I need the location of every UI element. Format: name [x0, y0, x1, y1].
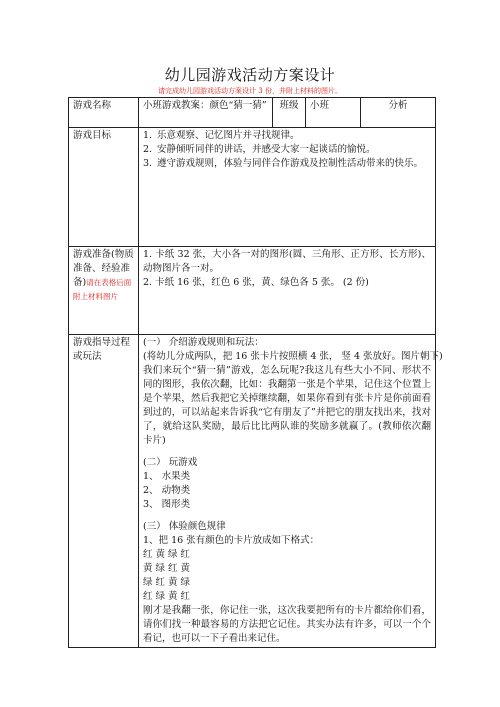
prep-label-note: 请在表格后面附上材料图片 — [73, 278, 132, 301]
grade-label: 班级 — [273, 98, 306, 128]
prep-item-1: 1. 卡纸 32 张，大小各一对的图形(圆、三角形、正方形、长方形)、动物图片各一对。 — [143, 249, 431, 274]
analysis-label: 分析 — [361, 98, 436, 128]
section-3-paragraph: 刚才是我翻一张，你记住一张，这次我要把所有的卡片都给你们看，请你们找一种最容易的方法把它记住。其实办法有许多，可以一个个看记，也可以一下子看出来记住。 — [143, 605, 431, 644]
section-2-item: 1、 水果类 — [143, 471, 191, 482]
section-2-item: 2、 动物类 — [143, 485, 191, 496]
grade-value: 小班 — [306, 98, 361, 128]
goal-item-3: 3. 遵守游戏规则，体验与同伴合作游戏及控制性活动带来的快乐。 — [143, 158, 424, 169]
color-row: 红 黄 绿 红 — [143, 549, 191, 560]
section-2-item: 3、 图形类 — [143, 499, 191, 510]
prep-label — [69, 247, 139, 335]
section-3-setup: 1、把 16 张有颜色的卡片放成如下格式： — [143, 535, 320, 546]
guide-label: 游戏指导过程或玩法 — [69, 335, 139, 648]
game-name-label: 游戏名称 — [69, 98, 139, 128]
color-row: 绿 红 黄 绿 — [143, 577, 191, 588]
prep-content — [139, 247, 436, 335]
row-game-name — [69, 98, 436, 128]
section-3-title: (三） 体验颜色规律 — [143, 521, 226, 532]
game-name-value: 小班游戏教案：颜色“猜一猜” — [139, 98, 273, 128]
section-2-title: (二） 玩游戏 — [143, 457, 198, 468]
color-row: 红 绿 黄 红 — [143, 591, 191, 602]
color-row: 黄 绿 红 黄 — [143, 563, 191, 574]
row-goals — [69, 128, 436, 247]
guide-content — [139, 335, 443, 648]
row-guide — [69, 335, 436, 648]
goal-item-1: 1. 乐意观察、记忆图片并寻找规律。 — [143, 130, 300, 141]
section-1-paragraph: 我们来玩个“猜一猜”游戏，怎么玩呢?我这儿有些大小不同、形状不同的图形，我依次翻，比如：我翻第一张是个苹果，记住这个位置上是个苹果，然后我把它关掉继续翻，如果你看到有张卡片是你前面看到过的，可以站起来告诉我“它有朋友了”并把它的朋友找出来，找对了，就给这队奖励，最后比比两队谁的奖励多就赢了。(教师依次翻卡片) — [143, 365, 431, 446]
section-1-setup: (将幼儿分成两队，把 16 张卡片按照横 4 张， 竖 4 张放好。图片朝下) — [143, 351, 443, 362]
section-1-title: (一） 介绍游戏规则和玩法： — [143, 337, 264, 348]
instruction-note: 请完成幼儿园游戏活动方案设计 3 份，并附上材料的图片。 — [158, 87, 342, 95]
prep-item-2: 2. 卡纸 16 张，红色 6 张，黄、绿色各 5 张。 (2 份) — [143, 277, 369, 288]
row-preparation — [69, 247, 436, 335]
goals-content — [139, 128, 436, 247]
document-title: 幼儿园游戏活动方案设计 — [164, 66, 336, 84]
plan-table — [68, 97, 443, 648]
prep-label-main: 游戏准备(物质准备、经验准备) — [73, 249, 134, 288]
goal-item-2: 2. 安静倾听同伴的讲话，并感受大家一起谈话的愉悦。 — [143, 144, 376, 155]
goals-label: 游戏目标 — [69, 128, 139, 247]
